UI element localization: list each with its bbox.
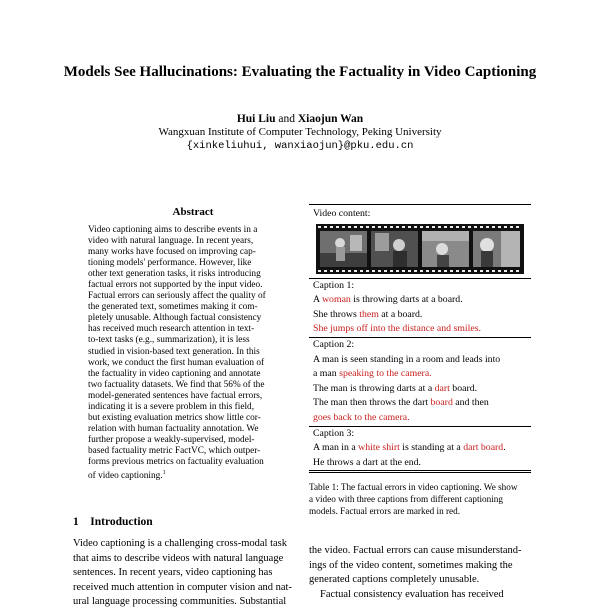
abstract-line: two factuality datasets. We find that 56% of the <box>88 379 265 390</box>
abstract-line: other text generation tasks, it risks introducing <box>88 269 261 280</box>
abstract-line <box>88 468 300 482</box>
video-frame-4 <box>473 231 520 267</box>
filmstrip-holes-bottom <box>318 270 522 272</box>
table-caption-line: models. Factual errors are marked in red. <box>309 506 461 517</box>
intro-line: Video captioning is a challenging cross-modal task <box>73 538 287 549</box>
intro-line: that aims to describe videos with natural language <box>73 552 284 564</box>
intro-line: sentences. In recent years, video captioning has <box>73 567 273 578</box>
caption-2-line-5-error: goes back to the camera. <box>313 411 410 423</box>
section-number: 1 <box>73 516 79 528</box>
caption-3-line-1: A man in a white shirt is standing at a dart board. <box>313 442 506 454</box>
abstract-line: many works have focused on improving cap- <box>88 247 256 258</box>
abstract-line: work, we conduct the first human evaluation of <box>88 357 265 368</box>
abstract-line: the factuality in video captioning and annotate <box>88 368 261 379</box>
caption-3-label: Caption 3: <box>313 427 355 439</box>
author-2: Xiaojun Wan <box>297 113 364 125</box>
video-frame-3 <box>422 231 469 267</box>
factual-error: white shirt <box>358 442 400 454</box>
table-bottom-rule <box>309 470 531 471</box>
abstract-line: relation with human factuality annotation. We <box>88 423 259 434</box>
caption-1-label: Caption 1: <box>313 279 355 291</box>
caption-2-cell <box>309 338 531 426</box>
factual-error: them <box>359 308 379 320</box>
body-line: Factual consistency evaluation has received <box>320 588 504 600</box>
caption-2-line-1: A man is seen standing in a room and leads into <box>313 353 501 365</box>
abstract-line: model-generated sentences have factual errors, <box>88 390 263 401</box>
video-frame-2 <box>371 231 418 267</box>
factual-error: dart <box>434 382 450 394</box>
abstract-body <box>88 225 300 482</box>
section-heading-introduction <box>73 516 153 528</box>
abstract-line: tioning models' performance. However, like <box>88 258 252 269</box>
caption-2-label: Caption 2: <box>313 338 355 350</box>
caption-1-line-3-error: She jumps off into the distance and smiles. <box>313 323 481 335</box>
footnote-marker[interactable]: 1 <box>162 470 166 477</box>
author-1: Hui Liu <box>236 113 276 125</box>
abstract-line: pletely unusable. Although factual consistency <box>88 313 262 324</box>
video-content-label: Video content: <box>313 208 371 219</box>
affiliation: Wangxuan Institute of Computer Technology, Peking University <box>158 126 442 138</box>
factual-error: board <box>430 397 453 409</box>
author-conjunction: and <box>278 113 295 125</box>
factual-error: dart board <box>463 442 504 454</box>
author-email: {xinkeliuhui, wanxiaojun}@pku.edu.cn <box>186 140 414 152</box>
caption-1-cell <box>309 279 531 337</box>
paper-title: Models See Hallucinations: Evaluating the Factuality in Video Captioning <box>63 64 537 80</box>
caption-1-line-1: A woman is throwing darts at a board. <box>313 294 463 306</box>
abstract-line: the generated text, sometimes making it com- <box>88 302 258 313</box>
right-column-body <box>309 544 533 602</box>
abstract-heading: Abstract <box>172 206 214 218</box>
abstract-line: video with natural language. In recent years, <box>88 236 254 247</box>
table-1-figure <box>309 204 531 473</box>
table-caption-line: Table 1: The factual errors in video captioning. We show <box>309 482 518 492</box>
abstract-line: studied in vision-based text generation. In this <box>88 346 260 357</box>
abstract-line: forms previous metrics on factuality evaluation <box>88 456 264 467</box>
intro-line: received much attention in computer vision and nat- <box>73 581 292 593</box>
abstract-line: factual errors not supported by the input video. <box>88 280 263 291</box>
section-title: Introduction <box>90 516 153 528</box>
abstract-line: Video captioning aims to describe events in a <box>88 225 258 235</box>
abstract-line: Factual errors can seriously affect the quality of <box>88 291 266 302</box>
body-line: ings of the video content, sometimes making the <box>309 559 513 571</box>
authors-line <box>0 113 600 125</box>
caption-3-line-2: He throws a dart at the end. <box>313 456 422 468</box>
caption-1-line-2: She throws them at a board. <box>313 308 423 320</box>
video-frame-1 <box>320 231 367 267</box>
caption-2-line-4: The man then throws the dart board and then <box>313 397 489 409</box>
abstract-line: based factuality metric FactVC, which outper- <box>88 445 261 456</box>
abstract-line: further propose a weakly-supervised, model- <box>88 434 255 445</box>
intro-line: ural language processing communities. Substantial <box>73 596 287 607</box>
body-line: the video. Factual errors can cause misunderstand- <box>309 545 522 556</box>
abstract-line: to-text tasks (e.g., summarization), it is less <box>88 335 250 346</box>
abstract-line: indicating it is a severe problem in this field, <box>88 401 255 412</box>
video-filmstrip <box>316 224 524 274</box>
table-caption-line: a video with three captions from different captioning <box>309 494 503 505</box>
factual-error: speaking to the camera. <box>339 368 432 380</box>
introduction-body <box>73 537 303 610</box>
table-bottom-rule-double <box>309 472 531 473</box>
abstract-last-line: of video captioning. <box>88 471 163 482</box>
abstract-line: has received much research attention in text- <box>88 324 255 335</box>
table-1-caption <box>309 481 533 518</box>
body-line: generated captions completely unusable. <box>309 574 480 585</box>
caption-3-cell <box>309 427 531 471</box>
abstract-line: but existing evaluation metrics show little cor- <box>88 412 261 423</box>
caption-2-line-2: a man speaking to the camera. <box>313 368 432 380</box>
filmstrip-holes-top <box>318 226 522 228</box>
caption-2-line-3: The man is throwing darts at a dart board. <box>313 382 478 394</box>
factual-error: woman <box>321 294 351 306</box>
